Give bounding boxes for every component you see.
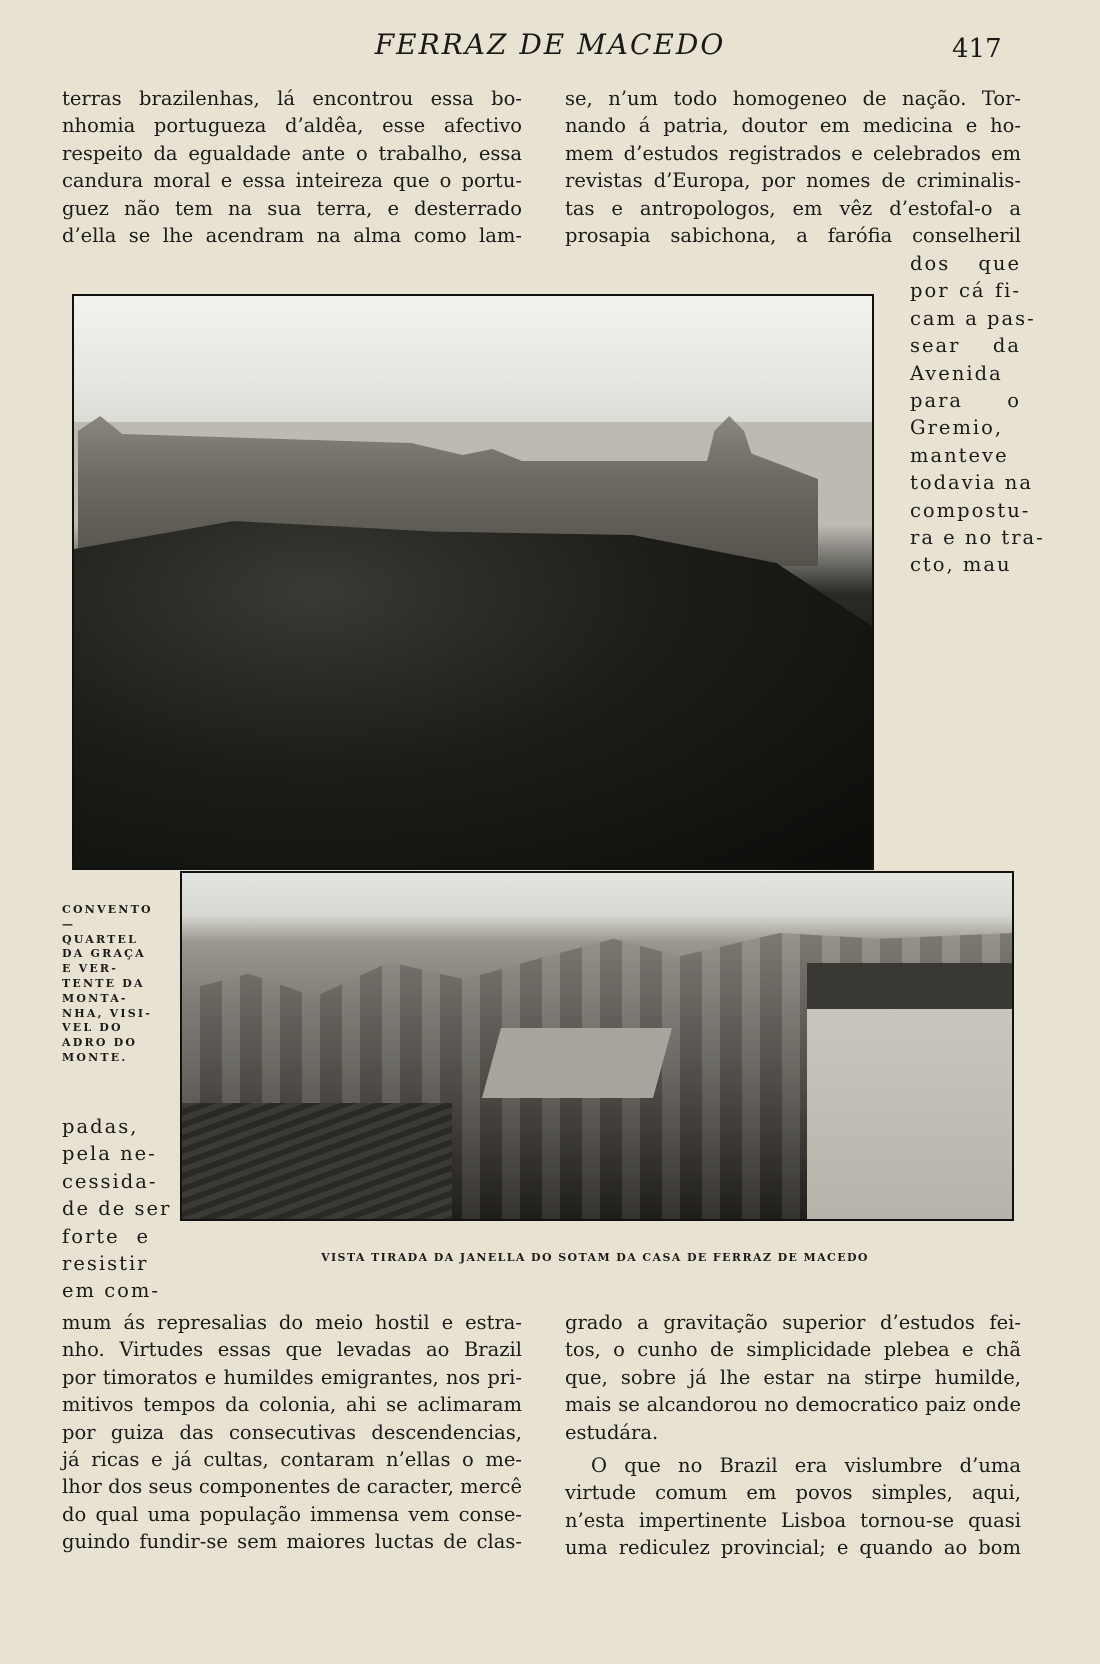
text-line: Gremio, xyxy=(910,416,1004,440)
caption-line: NHA, VISI- xyxy=(62,1006,152,1020)
text-line: mitivos tempos da colonia, ahi se aclimaram xyxy=(62,1393,522,1417)
text-line: para o xyxy=(910,389,1021,413)
text-line: por timoratos e humildes emigrantes, nos pri- xyxy=(62,1365,522,1389)
text-line: compostu- xyxy=(910,498,1031,522)
column-right-narrow xyxy=(910,250,1045,579)
text-line: padas, xyxy=(62,1115,139,1138)
text-line: todavia na xyxy=(910,471,1033,495)
text-line: nhomia portugueza d’aldêa, esse afectivo xyxy=(62,114,522,138)
caption-line: QUARTEL xyxy=(62,932,139,946)
page-number: 417 xyxy=(952,34,1002,64)
text-line: uma rediculez provincial; e quando ao bom xyxy=(565,1536,1021,1560)
text-line: guez não tem na sua terra, e desterrado xyxy=(62,196,522,220)
text-line: tos, o cunho de simplicidade plebea e chã xyxy=(565,1338,1021,1362)
text-line: já ricas e já cultas, contaram n’ellas o me- xyxy=(62,1448,522,1472)
photo-city-view xyxy=(180,871,1014,1221)
caption-city-view: VISTA TIRADA DA JANELLA DO SOTAM DA CASA DE FERRAZ DE MACEDO xyxy=(321,1251,869,1264)
text-line: grado a gravitação superior d’estudos fei- xyxy=(565,1311,1021,1334)
text-line: de de ser xyxy=(62,1197,172,1221)
text-line: nando á patria, doutor em medicina e ho- xyxy=(565,114,1021,138)
photo-city-roof-left xyxy=(182,1103,452,1219)
caption-convent xyxy=(62,903,154,1066)
text-line: cessida- xyxy=(62,1169,158,1193)
text-line: em com- xyxy=(62,1279,160,1303)
text-line: se, n’um todo homogeneo de nação. Tor- xyxy=(565,87,1021,110)
text-line: terras brazilenhas, lá encontrou essa bo- xyxy=(62,87,522,110)
text-line: manteve xyxy=(910,443,1009,467)
caption-line: ADRO DO xyxy=(62,1036,138,1050)
caption-line: E VER- xyxy=(62,962,119,976)
text-line: cam a pas- xyxy=(910,306,1036,330)
text-line: sear da xyxy=(910,334,1021,358)
text-line: resistir xyxy=(62,1252,149,1276)
column-left-bottom xyxy=(62,1309,522,1556)
photo-convent-hill xyxy=(72,294,874,870)
caption-line: MONTE. xyxy=(62,1050,128,1064)
column-left-narrow xyxy=(62,1113,172,1305)
text-line: guindo fundir-se sem maiores luctas de clas- xyxy=(62,1530,522,1554)
caption-line: TENTE DA xyxy=(62,976,145,990)
text-line: que, sobre já lhe estar na stirpe humilde, xyxy=(565,1365,1021,1389)
text-line: mum ás represalias do meio hostil e estra- xyxy=(62,1311,522,1334)
text-line: O que no Brazil era vislumbre d’uma xyxy=(591,1454,1021,1478)
caption-line: DA GRAÇA xyxy=(62,947,146,961)
text-line: por guiza das consecutivas descendencias, xyxy=(62,1420,522,1444)
text-line: cto, mau xyxy=(910,553,1012,577)
text-line: dos que xyxy=(910,252,1021,275)
text-line: candura moral e essa inteireza que o portu- xyxy=(62,169,522,193)
text-line: estudára. xyxy=(565,1420,659,1444)
text-line: respeito da egualdade ante o trabalho, essa xyxy=(62,141,522,165)
column-left-top xyxy=(62,85,522,249)
text-line: prosapia sabichona, a farófia conselheril xyxy=(565,224,1021,248)
text-line: por cá fi- xyxy=(910,279,1021,303)
photo-city-square xyxy=(482,1028,672,1098)
text-line: mais se alcandorou no democratico paiz onde xyxy=(565,1393,1021,1417)
text-line: mem d’estudos registrados e celebrados em xyxy=(565,141,1021,165)
photo-city-house xyxy=(807,963,1012,1219)
text-line: forte e xyxy=(62,1224,150,1248)
text-line: virtude comum em povos simples, aqui, xyxy=(565,1481,1021,1505)
text-line: nho. Virtudes essas que levadas ao Brazil xyxy=(62,1338,522,1362)
text-line: tas e antropologos, em vêz d’estofal-o a xyxy=(565,196,1021,220)
text-line: do qual uma população immensa vem conse- xyxy=(62,1502,522,1526)
column-right-bottom xyxy=(565,1309,1021,1562)
text-line: revistas d’Europa, por nomes de criminalis- xyxy=(565,169,1021,193)
text-line: d’ella se lhe acendram na alma como lam- xyxy=(62,224,522,248)
caption-line: VEL DO xyxy=(62,1021,123,1035)
column-right-top xyxy=(565,85,1021,249)
caption-line: CONVENTO — xyxy=(62,903,153,931)
text-line: ra e no tra- xyxy=(910,526,1045,550)
running-title: FERRAZ DE MACEDO xyxy=(374,28,726,61)
text-line: n’esta impertinente Lisboa tornou-se quasi xyxy=(565,1508,1021,1532)
text-line: lhor dos seus componentes de caracter, mercê xyxy=(62,1475,522,1499)
text-line: Avenida xyxy=(910,361,1003,385)
photo-hillside xyxy=(74,521,872,870)
text-line: pela ne- xyxy=(62,1142,157,1166)
caption-line: MONTA- xyxy=(62,991,128,1005)
